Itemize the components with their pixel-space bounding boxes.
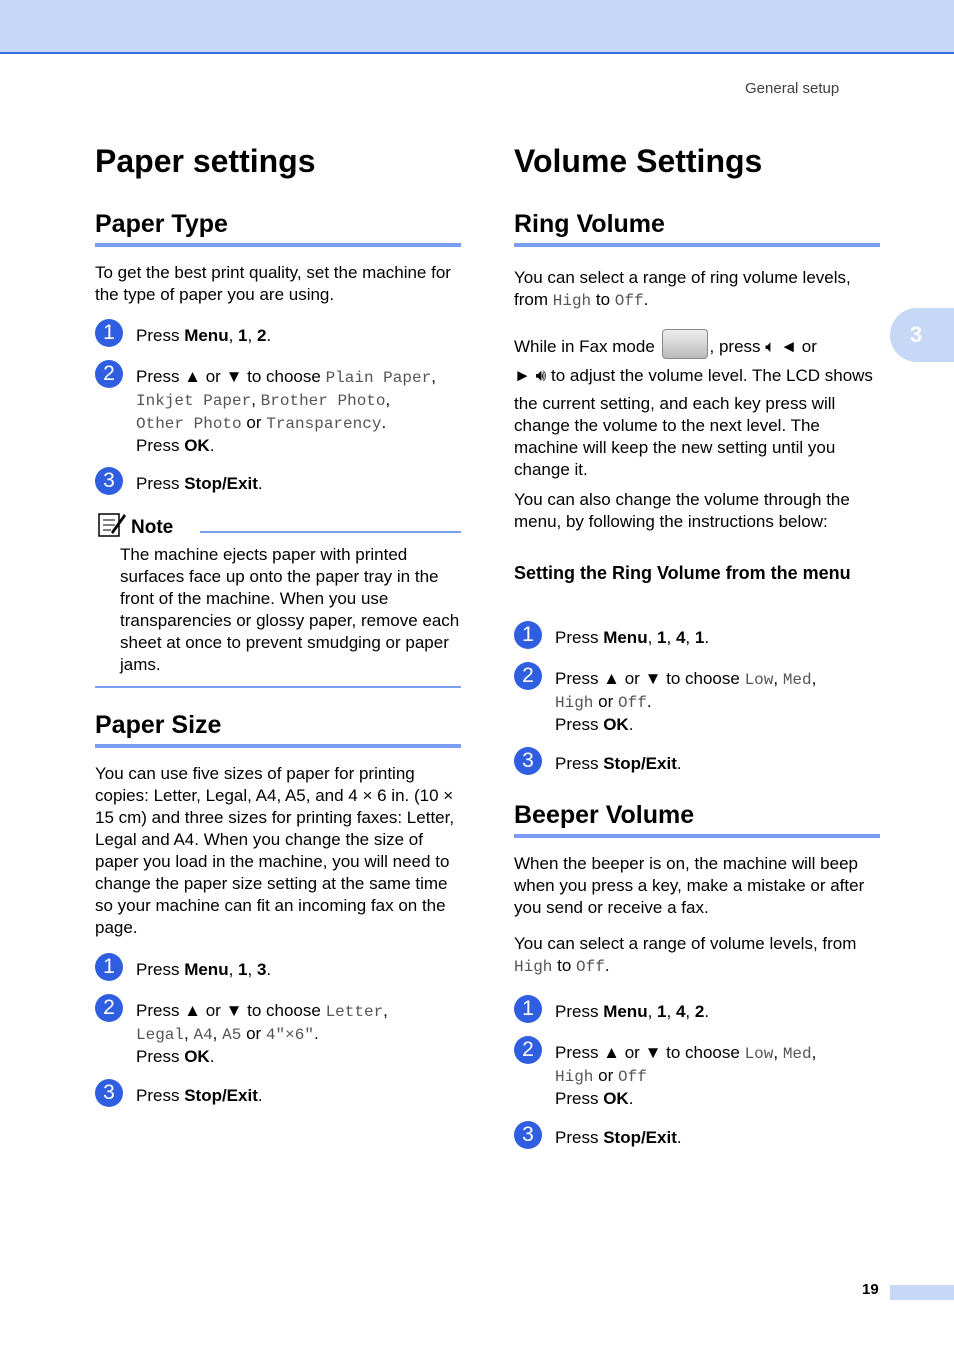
paper-type-step-3: 3 Press Stop/Exit. (136, 473, 263, 495)
page-title-volume-settings: Volume Settings (514, 143, 763, 179)
paper-size-step-2: 2 Press ▲ or ▼ to choose Letter, Legal, A4, A5 or 4"×6". Press OK. (136, 1000, 466, 1068)
step-number-1: 1 (95, 953, 123, 981)
fax-mode-icon[interactable] (662, 329, 708, 359)
ring-step-1: 1 Press Menu, 1, 4, 1. (555, 627, 709, 649)
paper-size-intro: You can use five sizes of paper for printing copies: Letter, Legal, A4, A5, and 4 × 6 in. (10 × 15 cm) and three sizes for printing faxes: Letter, Legal and A4. When you change the size of paper you load in the machine, you will need to change the paper size setting at the same time so your machine can fit an incoming fax on the page. (95, 764, 455, 937)
step-number-2: 2 (95, 360, 123, 388)
top-banner (0, 0, 954, 54)
beeper-step-3: 3 Press Stop/Exit. (555, 1127, 682, 1149)
step-number-3: 3 (514, 747, 542, 775)
heading-paper-type: Paper Type (95, 210, 461, 247)
speaker-volume-icon: 🔊︎ (535, 365, 547, 385)
paper-type-intro: To get the best print quality, set the machine for the type of paper you are using. (95, 263, 451, 304)
paper-size-step-3: 3 Press Stop/Exit. (136, 1085, 263, 1107)
step-number-1: 1 (95, 319, 123, 347)
note-top-rule (200, 531, 461, 533)
step-number-3: 3 (514, 1121, 542, 1149)
paper-type-step-1: 1 Press Menu, 1, 2. (136, 325, 271, 347)
ring-step-3: 3 Press Stop/Exit. (555, 753, 682, 775)
step-number-2: 2 (514, 662, 542, 690)
note-label: Note (131, 517, 174, 538)
beeper-volume-range: You can select a range of volume levels, from High to Off. (514, 934, 857, 976)
beeper-step-1: 1 Press Menu, 1, 4, 2. (555, 1001, 709, 1023)
paper-type-step-2: 2 Press ▲ or ▼ to choose Plain Paper, Inkjet Paper, Brother Photo, Other Photo or Transparency. Press OK. (136, 366, 466, 457)
step-number-3: 3 (95, 467, 123, 495)
heading-beeper-volume: Beeper Volume (514, 801, 880, 838)
step-number-3: 3 (95, 1079, 123, 1107)
note-icon (97, 510, 123, 536)
step-number-1: 1 (514, 995, 542, 1023)
step-number-2: 2 (95, 994, 123, 1022)
heading-paper-size: Paper Size (95, 711, 461, 748)
ring-volume-intro: You can select a range of ring volume levels, from High to Off. (514, 268, 851, 310)
step-number-1: 1 (514, 621, 542, 649)
beeper-volume-intro: When the beeper is on, the machine will beep when you press a key, make a mistake or after you send or receive a fax. (514, 854, 865, 917)
step-number-2: 2 (514, 1036, 542, 1064)
beeper-step-2: 2 Press ▲ or ▼ to choose Low, Med, High or Off Press OK. (555, 1042, 885, 1110)
chapter-tab[interactable]: 3 (890, 308, 954, 362)
paper-size-step-1: 1 Press Menu, 1, 3. (136, 959, 271, 981)
page-number: 19 (862, 1281, 879, 1298)
page-title-paper-settings: Paper settings (95, 143, 316, 179)
note-bottom-rule (95, 686, 461, 688)
ring-volume-menu-intro: You can also change the volume through the menu, by following the instructions below: (514, 490, 850, 531)
note-text: The machine ejects paper with printed surfaces face up onto the paper tray in the front of the machine. When you use transparencies or glossy paper, remove each sheet at once to prevent smudging or paper jams. (120, 545, 460, 674)
footer-bar (890, 1285, 954, 1300)
heading-ring-volume: Ring Volume (514, 210, 880, 247)
ring-step-2: 2 Press ▲ or ▼ to choose Low, Med, High or Off. Press OK. (555, 668, 885, 736)
subheading-ring-volume-menu: Setting the Ring Volume from the menu (514, 563, 851, 583)
running-header: General setup (745, 80, 840, 97)
speaker-icon: 🔈︎ (765, 337, 776, 356)
ring-volume-instructions: While in Fax mode , press 🔈︎ ◄ or ► 🔊︎ to adjust the volume level. The LCD shows the current setting, and each key press will change the volume to the next level. The machine will keep the new setting until you change it. (514, 336, 884, 481)
